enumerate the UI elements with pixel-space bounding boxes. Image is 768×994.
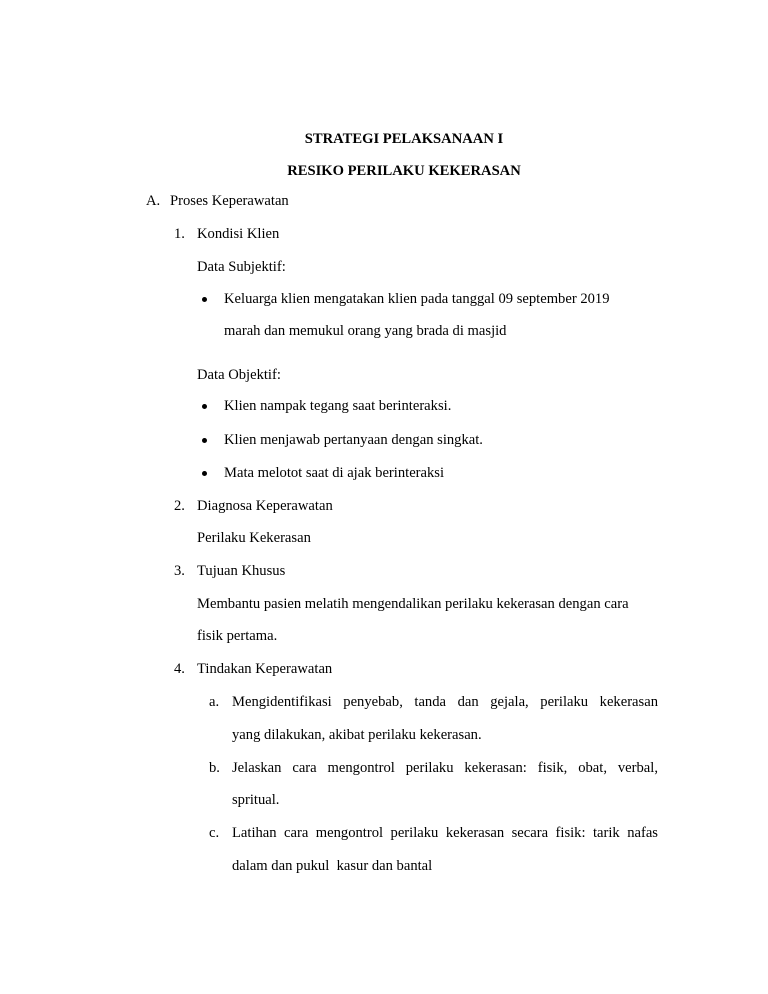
subjective-bullet-line2: marah dan memukul orang yang brada di masjid <box>224 323 507 339</box>
subitem-b-marker: b. <box>209 760 220 776</box>
item-3-heading: Tujuan Khusus <box>197 563 286 579</box>
bullet-icon <box>202 438 207 443</box>
item-1-marker: 1. <box>174 226 185 242</box>
subitem-c-line1: Latihan cara mengontrol perilaku kekerasan secara fisik: tarik nafas <box>232 825 658 841</box>
item-2-heading: Diagnosa Keperawatan <box>197 498 333 514</box>
objective-data-label: Data Objektif: <box>197 367 281 383</box>
item-3-marker: 3. <box>174 563 185 579</box>
subitem-c-marker: c. <box>209 825 220 841</box>
objective-bullet: Klien nampak tegang saat berinteraksi. <box>224 398 452 414</box>
section-a-heading: Proses Keperawatan <box>170 193 289 209</box>
subitem-b-line2: spritual. <box>232 792 280 808</box>
document-title: STRATEGI PELAKSANAAN I <box>304 131 504 147</box>
goal-text-line1: Membantu pasien melatih mengendalikan perilaku kekerasan dengan cara <box>197 596 629 612</box>
section-a-marker: A. <box>146 193 161 209</box>
subitem-a-line2: yang dilakukan, akibat perilaku kekerasan. <box>232 727 482 743</box>
item-4-marker: 4. <box>174 661 185 677</box>
subjective-bullet-line1: Keluarga klien mengatakan klien pada tanggal 09 september 2019 <box>224 291 610 307</box>
goal-text-line2: fisik pertama. <box>197 628 278 644</box>
subitem-a-line1: Mengidentifikasi penyebab, tanda dan gejala, perilaku kekerasan <box>232 694 658 710</box>
item-1-heading: Kondisi Klien <box>197 226 280 242</box>
item-4-heading: Tindakan Keperawatan <box>197 661 333 677</box>
diagnosis-text: Perilaku Kekerasan <box>197 530 311 546</box>
bullet-icon <box>202 404 207 409</box>
subitem-a-marker: a. <box>209 694 220 710</box>
bullet-icon <box>202 471 207 476</box>
subitem-b-line1: Jelaskan cara mengontrol perilaku kekerasan: fisik, obat, verbal, <box>232 760 658 776</box>
subitem-c-line2: dalam dan pukul kasur dan bantal <box>232 858 433 874</box>
objective-bullet: Mata melotot saat di ajak berinteraksi <box>224 465 445 481</box>
document-subtitle: RESIKO PERILAKU KEKERASAN <box>287 163 521 179</box>
subjective-data-label: Data Subjektif: <box>197 259 286 275</box>
bullet-icon <box>202 297 207 302</box>
item-2-marker: 2. <box>174 498 185 514</box>
objective-bullet: Klien menjawab pertanyaan dengan singkat. <box>224 432 483 448</box>
